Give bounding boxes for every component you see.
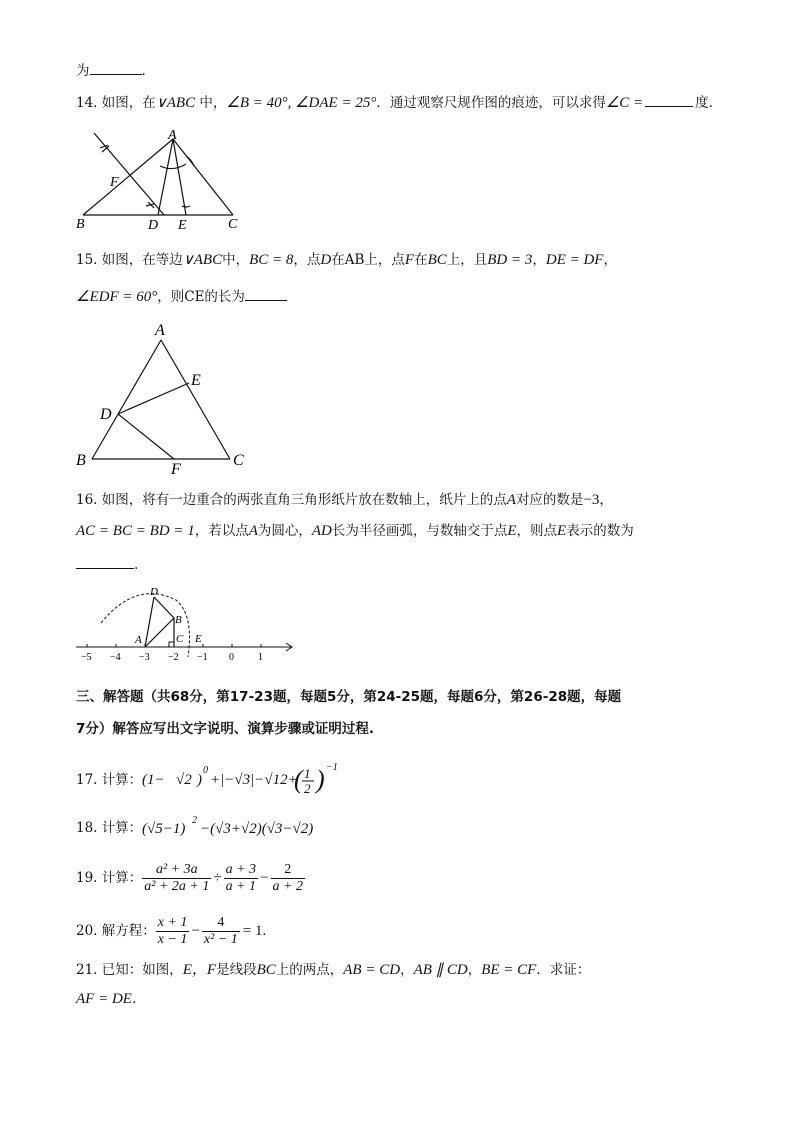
svg-text:): ) <box>197 772 203 788</box>
q20-minus-sign: − <box>191 923 200 939</box>
q18-expression <box>142 813 372 843</box>
q16-point-e: E <box>507 523 517 539</box>
q21-points: E，F <box>182 962 217 978</box>
q21-text-f: ．求证： <box>536 962 591 978</box>
q15-triangle: ∨ABC <box>182 252 223 268</box>
q16-right-angle-c <box>169 642 174 647</box>
q21-text-a: 21. 已知：如图， <box>76 962 183 978</box>
q18-label: 18. 计算： <box>76 820 143 836</box>
q16-figure <box>76 585 298 665</box>
q17-expression <box>142 760 342 800</box>
q14-text-d: 度. <box>695 95 713 111</box>
q14-arc-tick-3 <box>182 206 190 207</box>
q21-text-b: 是线段 <box>216 962 257 978</box>
q16-text-line2 <box>76 522 634 540</box>
svg-text:√2: √2 <box>176 772 192 788</box>
q16-tick-label: −4 <box>110 652 121 663</box>
q15-side-bc: BC <box>427 252 447 268</box>
q14-seg-ae <box>173 139 186 215</box>
q15-text-line2 <box>76 288 287 306</box>
svg-text:(1−: (1− <box>142 772 165 788</box>
q19-label: 19. 计算： <box>76 870 143 886</box>
q21-prove: AF = DE <box>76 991 132 1007</box>
q14-condition: ∠B = 40°, ∠DAE = 25° <box>226 95 377 111</box>
q16-tick-label: −1 <box>197 652 208 663</box>
q15-label-a: A <box>155 322 165 339</box>
q17-label: 17. 计算： <box>76 772 143 788</box>
q15-text-f: 上，且 <box>446 252 488 268</box>
q20-fraction-2: $\frac{4}{\text{x² − 1}}$ <box>203 914 238 947</box>
q21-segment: BC <box>256 962 276 978</box>
q16-label-b: B <box>175 614 182 626</box>
q19-minus-sign: − <box>260 870 269 886</box>
q15-point-f: F <box>404 252 415 268</box>
q15-label-d: D <box>100 406 112 423</box>
q14-label-f: F <box>110 175 119 190</box>
svg-text:): ) <box>316 765 325 794</box>
q16-text <box>76 491 613 509</box>
q21-text-line2 <box>76 990 136 1008</box>
q14-side-ab <box>83 139 173 215</box>
svg-text:−(√3+√2)(√3−√2): −(√3+√2)(√3−√2) <box>200 821 314 837</box>
q19-div-sign: ÷ <box>213 870 222 886</box>
q20-rhs: = 1. <box>242 923 267 939</box>
q21-text-c: 上的两点， <box>275 962 344 978</box>
q16-cond: AC = BC = BD = 1 <box>76 523 195 539</box>
prev-prefix: 为 <box>76 63 90 79</box>
q21-cond-3: BE = CF <box>481 962 537 978</box>
q16-label-a: A <box>135 634 142 646</box>
q16-label-c: C <box>176 633 184 645</box>
prev-suffix: . <box>141 63 146 79</box>
q14-label-a: A <box>168 128 177 143</box>
q14-arc-tick-2 <box>146 202 154 208</box>
q14-side-ac <box>173 139 233 215</box>
q16-line2-end: 表示的数为 <box>566 523 634 539</box>
q18 <box>76 813 372 843</box>
q15-seg-de <box>118 383 189 414</box>
q16-seg-db <box>154 597 174 618</box>
q14-target: ∠C = <box>605 95 644 111</box>
q16-point-e2: E <box>557 523 567 539</box>
q14-text-c: ．通过观察尺规作图的痕迹，可以求得 <box>376 95 606 111</box>
q15-text <box>76 251 617 269</box>
prev-answer-line <box>76 62 146 80</box>
q15-angle-cond: ∠EDF = 60° <box>76 289 158 305</box>
q15-blank <box>245 288 287 301</box>
q15-label-c: C <box>233 452 244 469</box>
q16-label-e: E <box>195 633 202 645</box>
svg-text:(: ( <box>294 765 303 794</box>
q20 <box>76 911 266 951</box>
q16-line2-d: ，则点 <box>516 523 558 539</box>
q14-bisector-line <box>94 133 164 215</box>
q15-text-c: ，点 <box>293 252 321 268</box>
q14-label-b: B <box>76 217 85 232</box>
q14-triangle: ∨ABC <box>155 95 196 111</box>
q16-point-a: A <box>506 492 516 508</box>
svg-text:(√5−1): (√5−1) <box>142 821 186 837</box>
q15-text-a: 15. 如图，在等边 <box>76 252 183 268</box>
q16-tick-label: −3 <box>139 652 150 663</box>
q16-label-d: D <box>150 586 158 598</box>
q15-point-d: D <box>320 252 332 268</box>
q14-figure <box>76 128 246 233</box>
q14-blank <box>645 94 693 107</box>
q16-tick-label: −2 <box>168 652 179 663</box>
q15-cond-2: BD = 3 <box>487 252 533 268</box>
q21-line2-end: . <box>131 991 137 1007</box>
q15-text-d: 在AB上，点 <box>331 252 405 268</box>
q16-text-a: 16. 如图，将有一边重合的两张直角三角形纸片放在数轴上，纸片上的点 <box>76 492 507 508</box>
q19-fraction-3: $\frac{2}{a + 2}$ <box>272 861 303 894</box>
q21-cond-2: AB ∥ CD <box>413 962 468 978</box>
q16-text-c: ， <box>599 492 613 508</box>
q14-label-c: C <box>228 217 238 232</box>
q16-text-line3 <box>76 556 138 574</box>
q15-cond-3: DE = DF <box>545 252 604 268</box>
q16-line2-c: 长为半径画弧，与数轴交于点 <box>331 523 508 539</box>
section3-heading-line2: 7分）解答应写出文字说明、演算步骤或证明过程. <box>76 721 375 737</box>
q15-line2-text: ，则CE的长为 <box>157 289 245 305</box>
q14-label-e: E <box>178 218 187 233</box>
svg-text:0: 0 <box>203 765 209 776</box>
q16-line3-end: . <box>134 557 139 573</box>
q16-blank <box>76 556 134 569</box>
q21-text <box>76 961 590 979</box>
q21-text-d: ， <box>400 962 414 978</box>
svg-text:+|−√3|−√12+: +|−√3|−√12+ <box>210 772 298 788</box>
q15-seg-df <box>118 414 174 459</box>
q19 <box>76 856 305 900</box>
q15-cond-1: BC = 8 <box>249 252 294 268</box>
q15-label-e: E <box>191 372 201 389</box>
q14-text-b: 中， <box>195 95 227 111</box>
q14-text <box>76 94 713 112</box>
q15-text-e: 在 <box>414 252 428 268</box>
q14-arc-a <box>160 164 186 169</box>
q16-tick-label: 1 <box>258 652 263 663</box>
svg-text:−1: −1 <box>326 762 339 773</box>
q20-label: 20. 解方程： <box>76 923 156 939</box>
q16-line2-a: ，若以点 <box>194 523 249 539</box>
q16-center: A <box>248 523 258 539</box>
section3-heading: 三、解答题（共68分，第17-23题，每题5分，第24-25题，每题6分，第26-28题，每题 <box>76 689 622 705</box>
q15-side-ac <box>161 340 230 459</box>
q21-cond-1: AB = CD <box>343 962 401 978</box>
q16-text-b: 对应的数是 <box>515 492 584 508</box>
q14-text-a: 14. 如图，在 <box>76 95 156 111</box>
q16-line2-b: 为圆心， <box>257 523 312 539</box>
q15-label-b: B <box>76 452 86 469</box>
q19-fraction-2: $\frac{a + 3}{a + 1}$ <box>225 861 257 894</box>
q15-text-h: ， <box>603 252 617 268</box>
q19-fraction-1: $\frac{\text{a² + 3a}}{\text{a² + 2a + 1}}$ <box>144 861 210 894</box>
q20-fraction-1: $\frac{x + 1}{x - 1}$ <box>157 914 188 947</box>
q16-tick-label: 0 <box>229 652 234 663</box>
q15-text-g: ， <box>532 252 546 268</box>
svg-text:1: 1 <box>304 766 311 781</box>
q15-text-b: 中， <box>222 252 250 268</box>
svg-text:2: 2 <box>192 815 198 826</box>
q14-label-d: D <box>148 218 159 233</box>
q16-radius: AD <box>311 523 332 539</box>
q21-text-e: ， <box>467 962 482 978</box>
q15-figure <box>76 320 256 480</box>
q17 <box>76 760 342 800</box>
q16-tick-label: −5 <box>81 652 92 663</box>
answer-blank <box>90 62 142 75</box>
q15-label-f: F <box>171 461 181 478</box>
svg-text:2: 2 <box>304 781 311 796</box>
q16-value: −3 <box>583 492 600 508</box>
